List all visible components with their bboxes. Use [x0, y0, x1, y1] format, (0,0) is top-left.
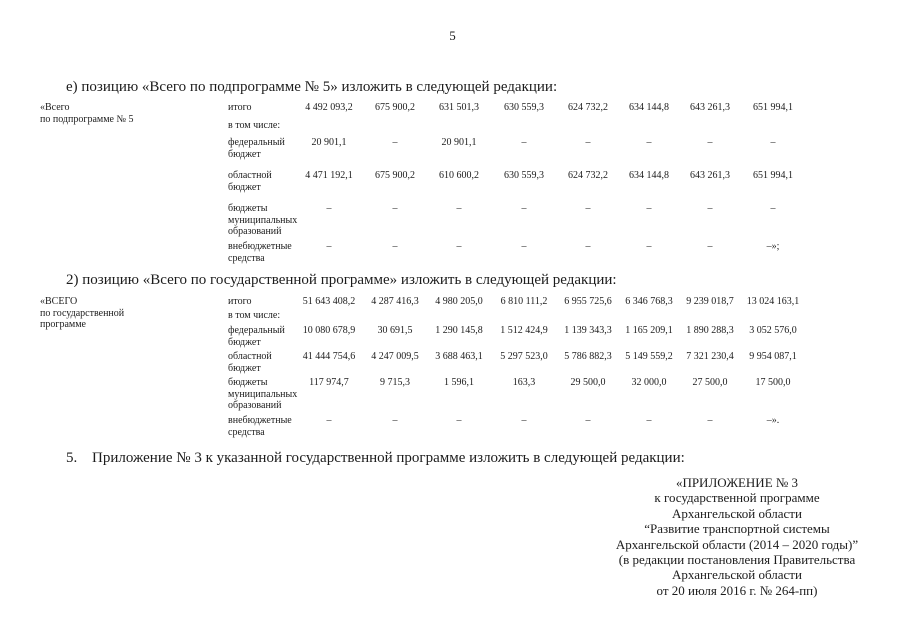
value-cell: 117 974,7	[309, 377, 349, 388]
value-cell: 5 149 559,2	[625, 351, 673, 362]
row-label	[228, 377, 296, 412]
value-cell: 163,3	[512, 377, 536, 388]
value-cell: 675 900,2	[375, 170, 415, 181]
row-label	[228, 203, 296, 238]
value-cell: 643 261,3	[690, 102, 730, 113]
row-municipal-budgets	[0, 377, 905, 413]
page-number: 5	[449, 28, 456, 43]
value-cell: –	[521, 203, 527, 214]
value-cell: 4 287 416,3	[371, 296, 419, 307]
appendix-line: Архангельской области	[672, 505, 802, 521]
value-cell: –	[646, 415, 652, 426]
value-cell: –	[646, 137, 652, 148]
value-cell: –	[521, 241, 527, 252]
table-subprogram-5-total	[0, 102, 905, 267]
value-cell: –	[770, 203, 776, 214]
value-cell: 634 144,8	[629, 170, 669, 181]
item-text: Приложение № 3 к указанной государственной программе изложить в следующей редакции:	[92, 450, 685, 466]
row-municipal-budgets	[0, 203, 905, 239]
value-cell: 651 994,1	[753, 170, 793, 181]
value-cell: 51 643 408,2	[302, 296, 356, 307]
value-cell: 4 471 192,1	[305, 170, 353, 181]
value-cell: –».	[766, 415, 780, 426]
value-cell: 6 955 725,6	[564, 296, 612, 307]
value-cell: 3 052 576,0	[749, 325, 797, 336]
value-cell: 6 810 111,2	[500, 296, 548, 307]
row-label	[228, 296, 296, 308]
value-cell: 9 715,3	[380, 377, 410, 388]
value-cell: –	[521, 137, 527, 148]
value-cell: 1 596,1	[444, 377, 474, 388]
row-label	[228, 241, 296, 264]
value-cell: –»;	[766, 241, 780, 252]
value-cell: 630 559,3	[504, 102, 544, 113]
row-label-line: образований	[228, 226, 282, 237]
value-cell: –	[456, 241, 462, 252]
row-label-line: бюджеты	[228, 203, 268, 214]
value-cell: 5 297 523,0	[500, 351, 548, 362]
value-cell: –	[770, 137, 776, 148]
appendix-line: от 20 июля 2016 г. № 264-пп)	[656, 582, 818, 598]
value-cell: 624 732,2	[568, 102, 608, 113]
table-title-line: по подпрограмме № 5	[40, 113, 134, 125]
value-cell: 1 290 145,8	[435, 325, 483, 336]
value-cell: –	[392, 415, 398, 426]
value-cell: 634 144,8	[629, 102, 669, 113]
table-title-line: «ВСЕГО	[40, 296, 78, 307]
value-cell: 3 688 463,1	[435, 351, 483, 362]
value-cell: 624 732,2	[568, 170, 608, 181]
item-number: 5.	[66, 450, 78, 466]
value-cell: 1 512 424,9	[500, 325, 548, 336]
row-label-line: федеральный	[228, 137, 285, 148]
appendix-header	[598, 475, 876, 598]
value-cell: 17 500,0	[755, 377, 791, 388]
value-cell: –	[392, 203, 398, 214]
value-cell: –	[326, 203, 332, 214]
value-cell: 29 500,0	[570, 377, 606, 388]
value-cell: 13 024 163,1	[746, 296, 800, 307]
appendix-line: Архангельской области (2014 – 2020 годы)”	[615, 536, 859, 552]
appendix-line: к государственной программе	[654, 490, 820, 506]
value-cell: –	[646, 241, 652, 252]
row-label-line: муниципальных	[228, 388, 298, 400]
value-cell: –	[456, 415, 462, 426]
value-cell: 7 321 230,4	[686, 351, 734, 362]
heading-item-e: е) позицию «Всего по подпрограмме № 5» изложить в следующей редакции:	[66, 79, 558, 95]
value-cell: –	[326, 415, 332, 426]
row-label-line: муниципальных	[228, 214, 298, 226]
value-cell: –	[585, 415, 591, 426]
value-cell: 20 901,1	[311, 137, 347, 148]
row-label-line: бюджет	[228, 148, 261, 160]
value-cell: –	[326, 241, 332, 252]
appendix-line: “Развитие транспортной системы	[644, 521, 830, 537]
row-label	[228, 415, 296, 438]
row-label-line: средства	[228, 252, 265, 264]
row-label	[228, 137, 296, 160]
value-cell: 9 954 087,1	[749, 351, 797, 362]
table-title-line: по государственной	[40, 307, 125, 319]
appendix-line: Архангельской области	[672, 567, 802, 583]
value-cell: 630 559,3	[504, 170, 544, 181]
value-cell: –	[585, 203, 591, 214]
value-cell: 1 139 343,3	[564, 325, 612, 336]
table-title-line: программе	[40, 319, 86, 330]
row-regional-budget	[0, 170, 905, 206]
value-cell: 1 165 209,1	[625, 325, 673, 336]
row-label	[228, 170, 296, 193]
value-cell: –	[585, 241, 591, 252]
row-label-line: средства	[228, 426, 265, 438]
value-cell: –	[456, 203, 462, 214]
value-cell: –	[392, 241, 398, 252]
value-cell: 651 994,1	[753, 102, 793, 113]
value-cell: 5 786 882,3	[564, 351, 612, 362]
row-label-line: бюджет	[228, 362, 261, 374]
row-label-line: в том числе:	[228, 120, 281, 131]
appendix-line: (в редакции постановления Правительства	[618, 552, 856, 568]
value-cell: 643 261,3	[690, 170, 730, 181]
value-cell: –	[521, 415, 527, 426]
value-cell: 1 890 288,3	[686, 325, 734, 336]
value-cell: –	[707, 415, 713, 426]
value-cell: –	[707, 137, 713, 148]
row-label-line: внебюджетные	[228, 241, 292, 252]
row-label-line: областной	[228, 351, 272, 362]
row-label-line: областной	[228, 170, 272, 181]
row-label	[228, 325, 296, 348]
value-cell: 6 346 768,3	[625, 296, 673, 307]
value-cell: –	[707, 241, 713, 252]
row-label-line: в том числе:	[228, 310, 281, 321]
row-label-line: бюджет	[228, 336, 261, 348]
value-cell: 32 000,0	[631, 377, 667, 388]
table-title-line: «Всего	[40, 102, 70, 113]
value-cell: –	[392, 137, 398, 148]
table-state-program-total	[0, 296, 905, 441]
row-federal-budget	[0, 137, 905, 173]
value-cell: 10 080 678,9	[302, 325, 356, 336]
value-cell: 4 247 009,5	[371, 351, 419, 362]
value-cell: 4 492 093,2	[305, 102, 353, 113]
value-cell: 610 600,2	[439, 170, 479, 181]
value-cell: 20 901,1	[441, 137, 477, 148]
value-cell: 675 900,2	[375, 102, 415, 113]
row-label	[228, 351, 296, 374]
row-label	[228, 310, 296, 322]
value-cell: 41 444 754,6	[302, 351, 356, 362]
value-cell: –	[585, 137, 591, 148]
value-cell: 30 691,5	[377, 325, 413, 336]
row-label-line: внебюджетные	[228, 415, 292, 426]
appendix-line: «ПРИЛОЖЕНИЕ № 3	[675, 475, 799, 490]
row-label-line: бюджет	[228, 181, 261, 193]
value-cell: –	[707, 203, 713, 214]
row-label-line: бюджеты	[228, 377, 268, 388]
row-label-line: федеральный	[228, 325, 285, 336]
row-label-line: образований	[228, 400, 282, 411]
heading-item-2: 2) позицию «Всего по государственной программе» изложить в следующей редакции:	[66, 272, 617, 288]
row-extrabudgetary-funds	[0, 415, 905, 451]
value-cell: 27 500,0	[692, 377, 728, 388]
row-label	[228, 102, 296, 114]
row-label-line: итого	[228, 102, 252, 113]
value-cell: 9 239 018,7	[686, 296, 734, 307]
row-label-line: итого	[228, 296, 252, 307]
value-cell: 631 501,3	[439, 102, 479, 113]
value-cell: 4 980 205,0	[435, 296, 483, 307]
value-cell: –	[646, 203, 652, 214]
row-label	[228, 120, 296, 132]
heading-item-5	[66, 449, 685, 467]
